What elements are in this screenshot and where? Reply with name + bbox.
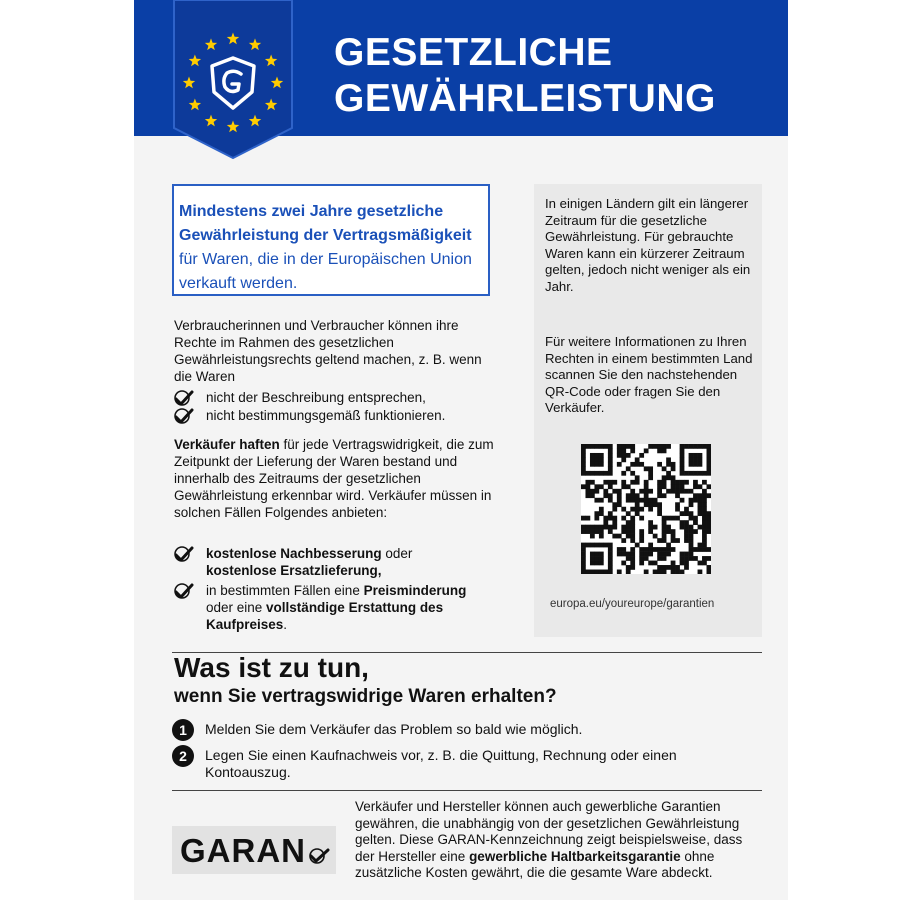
intro-normal: für Waren, die in der Europäischen Union verkauft werden. <box>179 251 472 292</box>
remedy-2-bold-c: Kaufpreises <box>206 617 284 632</box>
qr-code-icon[interactable] <box>581 444 711 574</box>
step-1-text: Melden Sie dem Verkäufer das Problem so bald wie möglich. <box>205 721 583 737</box>
guarantee-notice <box>134 0 788 900</box>
remedy-2-bold-a: Preisminderung <box>363 583 467 598</box>
remedy-2-end: . <box>283 617 288 632</box>
title-line-2: GEWÄHRLEISTUNG <box>334 77 716 120</box>
step-1-number: 1 <box>172 719 194 741</box>
remedy-1-text <box>206 545 412 579</box>
rights-bullet-2 <box>174 407 504 424</box>
todo-subheading: wenn Sie vertragswidrige Waren erhalten? <box>174 686 557 707</box>
remedy-2-text <box>206 582 466 633</box>
remedy-2-lead: in bestimmten Fällen eine <box>206 583 364 598</box>
garan-text <box>355 799 765 882</box>
title-line-1: GESETZLICHE <box>334 31 613 74</box>
sidebar-para-2: Für weitere Informationen zu Ihren Rechten in einem bestimmten Land scannen Sie den nachstehenden QR-Code oder fragen Sie den Verkäufer. <box>545 334 753 415</box>
check-icon <box>174 408 194 424</box>
check-icon <box>308 848 330 864</box>
rights-intro <box>174 317 494 385</box>
rights-intro-text: Verbraucherinnen und Verbraucher können ihre Rechte im Rahmen des gesetzlichen Gewährleistungsrechts geltend machen, z. B. wenn die Waren <box>174 318 482 384</box>
check-icon <box>174 583 194 599</box>
info-sidebar <box>534 184 762 637</box>
header-banner <box>134 0 788 136</box>
liability-text <box>174 436 496 521</box>
remedy-2-bold-b: vollständige Erstattung des <box>266 600 444 615</box>
todo-heading: Was ist zu tun, <box>174 652 369 683</box>
sidebar-para-1: In einigen Ländern gilt ein längerer Zeitraum für die gesetzliche Gewährleistung. Für gebrauchte Waren kann ein kürzerer Zeitraum gelten, jedoch nicht weniger als ein Jahr. <box>545 196 751 294</box>
info-url[interactable]: europa.eu/youreurope/garantien <box>550 598 715 610</box>
intro-highlight-box <box>172 184 490 296</box>
divider <box>172 790 762 791</box>
garan-description <box>355 799 765 882</box>
garan-logo-text: GARAN <box>180 832 306 869</box>
rights-bullet-1-text: nicht der Beschreibung entsprechen, <box>206 390 426 405</box>
intro-bold: Mindestens zwei Jahre gesetzliche Gewährleistung der Vertragsmäßigkeit <box>179 203 472 244</box>
check-icon <box>174 390 194 406</box>
eu-shield-emblem-icon <box>172 0 294 160</box>
step-2-text: Legen Sie einen Kaufnachweis vor, z. B. die Quittung, Rechnung oder einen Kontoauszug. <box>205 747 677 780</box>
liability-bold: Verkäufer haften <box>174 437 280 452</box>
liability-paragraph <box>174 436 496 521</box>
remedy-repair-replace <box>174 545 504 579</box>
intro-text <box>179 200 484 296</box>
rights-bullet-2-text: nicht bestimmungsgemäß funktionieren. <box>206 408 446 423</box>
page-title <box>334 30 716 122</box>
garan-logo <box>172 826 336 874</box>
rights-bullet-1 <box>174 389 504 406</box>
check-icon <box>174 546 194 562</box>
remedy-price-refund <box>174 582 504 633</box>
remedy-1-bold-a: kostenlose Nachbesserung <box>206 546 382 561</box>
garan-bold: gewerbliche Haltbarkeitsgarantie <box>469 848 681 864</box>
remedy-1-mid: oder <box>381 546 413 561</box>
remedy-2-mid: oder eine <box>206 600 267 615</box>
remedy-1-bold-b: kostenlose Ersatzlieferung, <box>206 563 382 578</box>
garan-text-a: Verkäufer und Hersteller können auch gewerbliche Garantien gewähren, die unabhängig von der gesetzlichen Gewährleistung gelten. Diese GARAN-Kennzeichnung zeigt beispielsweise, dass der Hersteller eine <box>355 799 743 864</box>
step-2-number: 2 <box>172 745 194 767</box>
garan-text-b: ohne zusätzliche Kosten gewährt, die die gesamte Ware abdeckt. <box>355 848 715 880</box>
liability-body: für jede Vertragswidrigkeit, die zum Zeitpunkt der Lieferung der Waren bestand und innerhalb des Zeitraums der gesetzlichen Gewährleistung erkennbar wird. Verkäufer müssen in solchen Fällen Folgendes anbieten: <box>174 437 494 520</box>
